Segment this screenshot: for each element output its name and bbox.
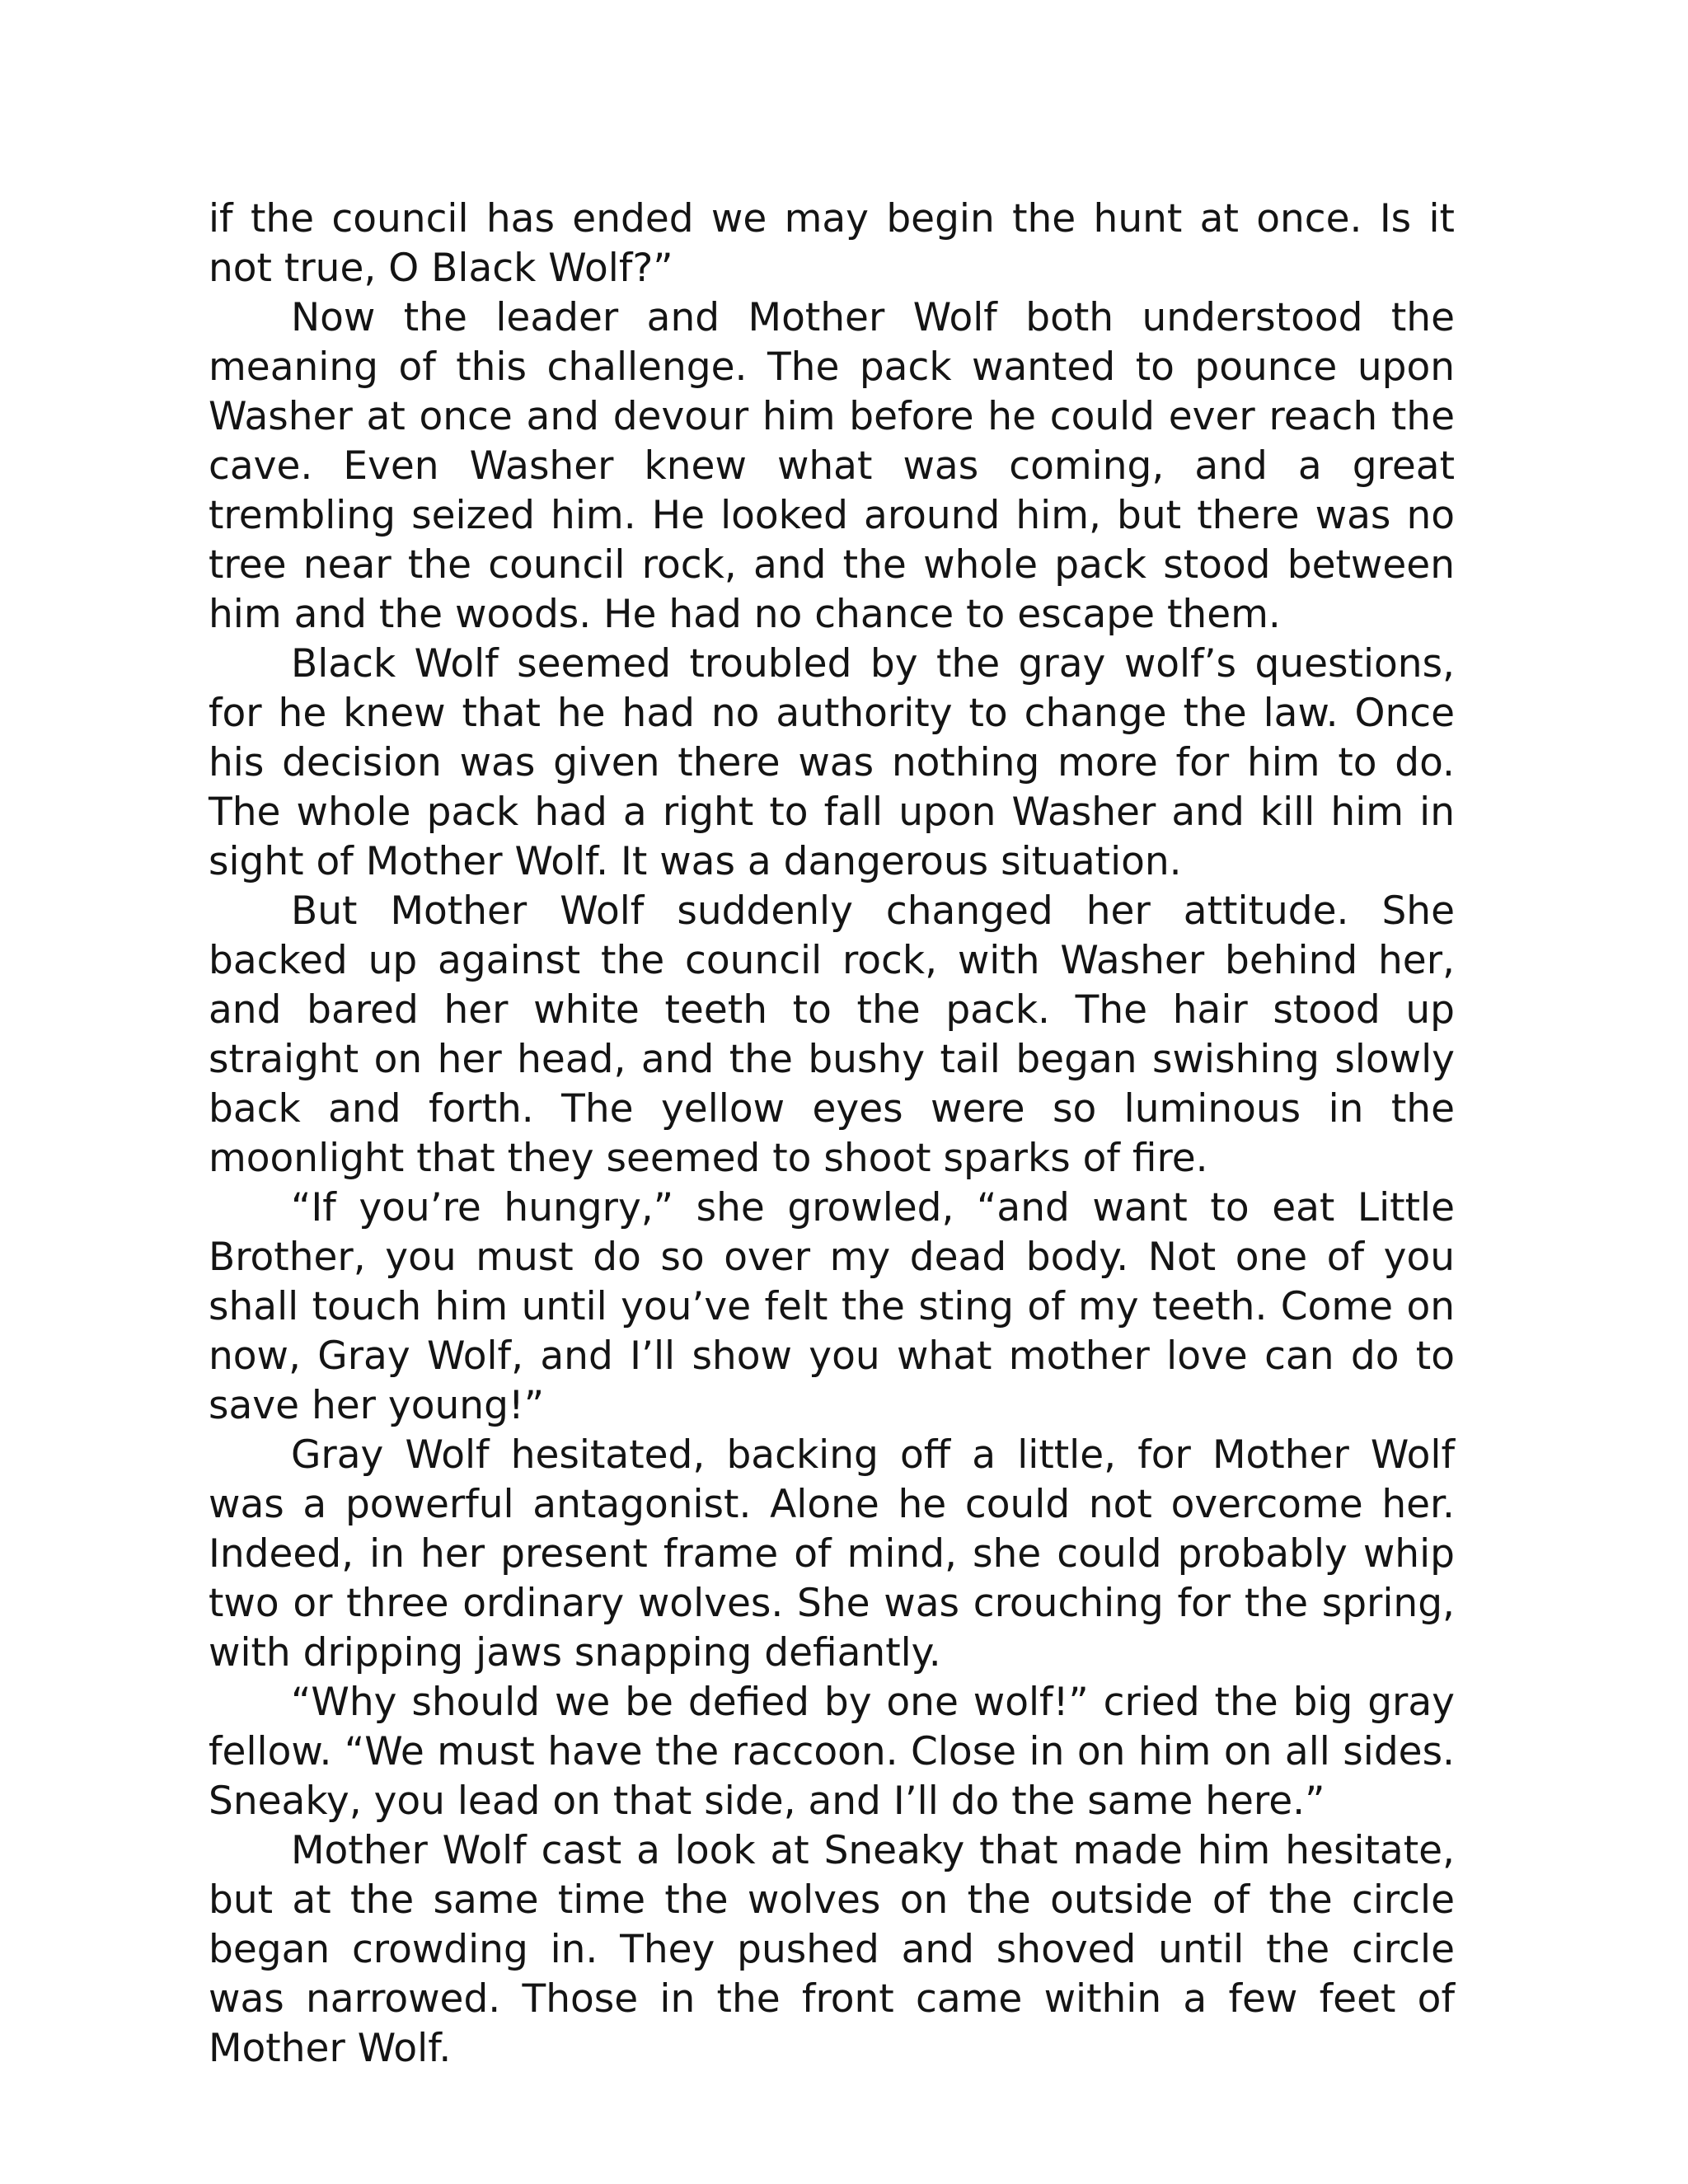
paragraph: Black Wolf seemed troubled by the gray wolf’s questions, for he knew that he had no authority to change the law. Once his decision was given there was nothing more for him to do. The whole pack had a right to fall upon Washer and kill him in sight of Mother Wolf. It was a dangerous situation. — [209, 641, 1455, 884]
paragraph: Gray Wolf hesitated, backing off a little, for Mother Wolf was a powerful antagonist. Alone he could not overcome her. Indeed, in her present frame of mind, she could probably whip two or three ordinary wolves. She was crouching for the spring, with dripping jaws snapping defiantly. — [209, 1432, 1455, 1675]
paragraph-continuation: if the council has ended we may begin the hunt at once. Is it not true, O Black Wolf?” — [209, 196, 1455, 291]
paragraph: Now the leader and Mother Wolf both understood the meaning of this challenge. The pack wanted to pounce upon Washer at once and devour him before he could ever reach the cave. Even Washer knew what was coming, and a great trembling seized him. He looked around him, but there was no tree near the council rock, and the whole pack stood between him and the woods. He had no chance to escape them. — [209, 295, 1455, 637]
paragraph: “Why should we be defied by one wolf!” cried the big gray fellow. “We must have the raccoon. Close in on him on all sides. Sneaky, you lead on that side, and I’ll do the same here.” — [209, 1680, 1455, 1824]
paragraph: “If you’re hungry,” she growled, “and want to eat Little Brother, you must do so over my dead body. Not one of you shall touch him until you’ve felt the sting of my teeth. Come on now, Gray Wolf, and I’ll show you what mother love can do to save her young!” — [209, 1185, 1455, 1428]
paragraph: Mother Wolf cast a look at Sneaky that made him hesitate, but at the same time the wolves on the outside of the circle began crowding in. They pushed and shoved until the circle was narrowed. Those in the front came within a few feet of Mother Wolf. — [209, 1828, 1455, 2071]
paragraph: But Mother Wolf suddenly changed her attitude. She backed up against the council rock, with Washer behind her, and bared her white teeth to the pack. The hair stood up straight on her head, and the bushy tail began swishing slowly back and forth. The yellow eyes were so luminous in the moonlight that they seemed to shoot sparks of fire. — [209, 888, 1455, 1181]
page-text-block — [209, 194, 1455, 2074]
